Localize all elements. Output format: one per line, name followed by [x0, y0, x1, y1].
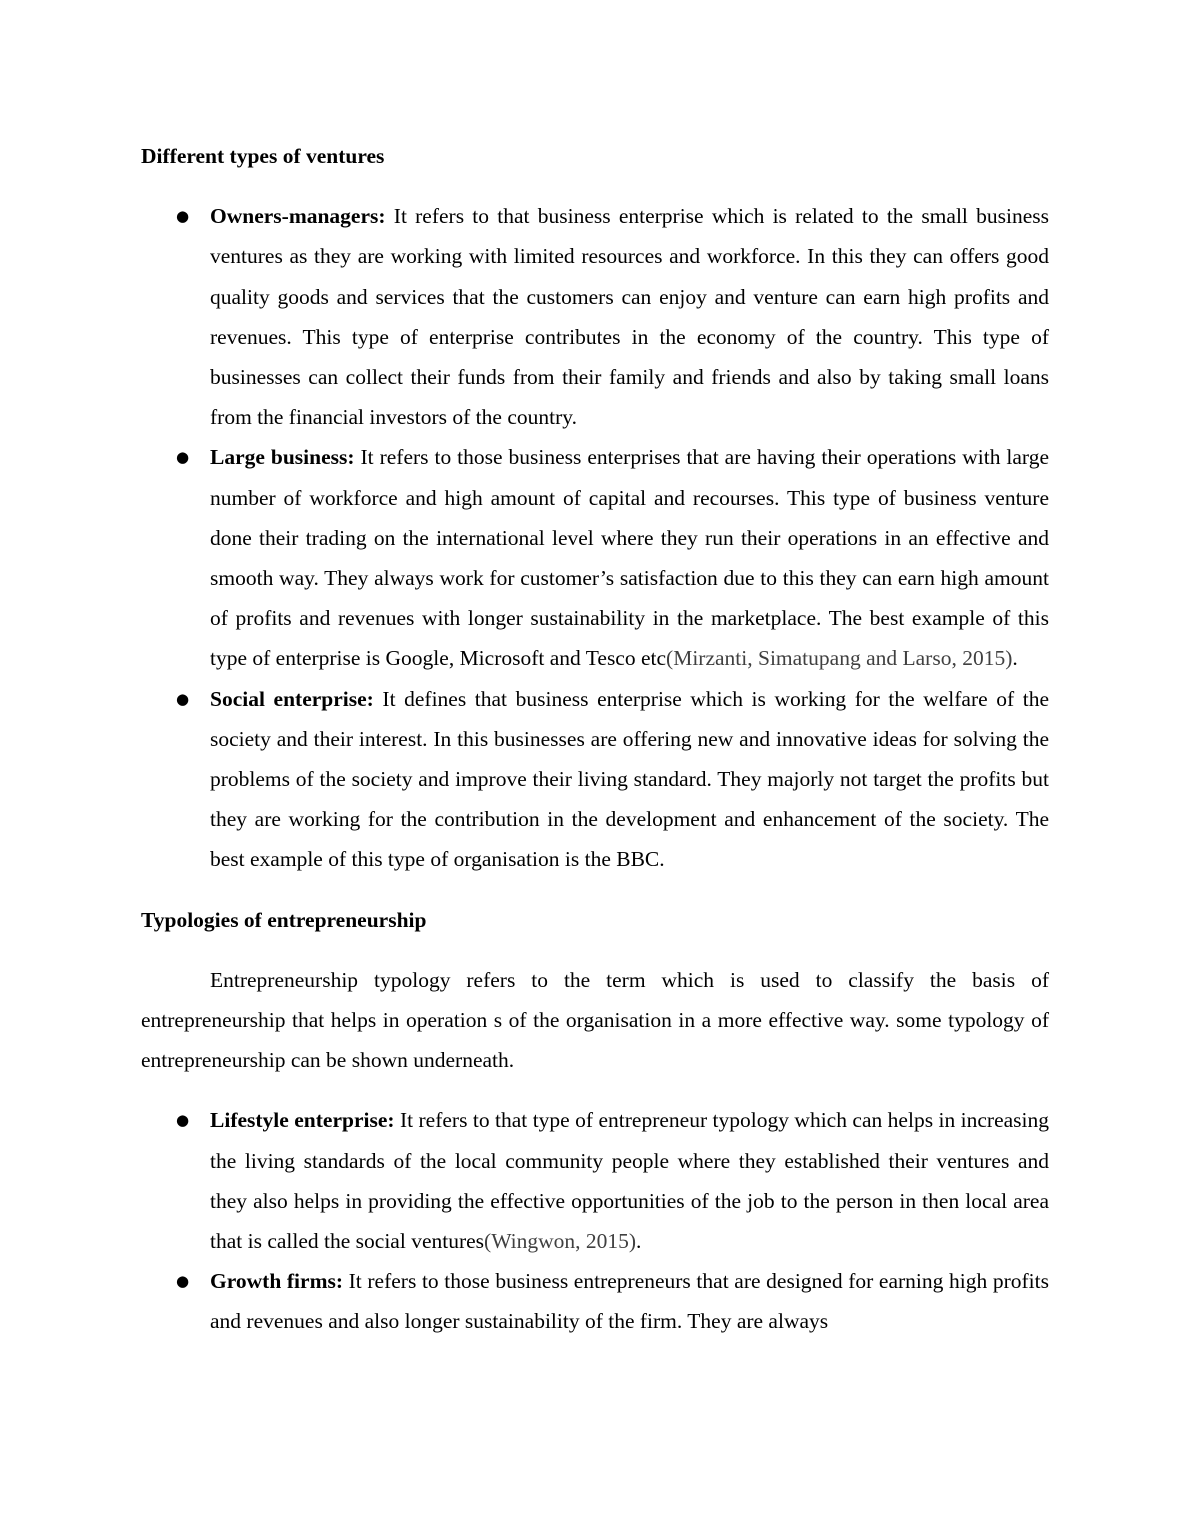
bullet-icon: ● [176, 207, 190, 226]
item-text: It defines that business enterprise which is working for the welfare of the society and their interest. In this businesses are offering new and innovative ideas for solving the problems of the society and improve their living standard. They majorly not target the profits but they are working for the contribution in the development and enhancement of the society. The best example of this type of organisation is the BBC. [210, 686, 1049, 872]
item-term: Large business: [210, 445, 355, 470]
item-term: Owners-managers: [210, 204, 386, 229]
item-term: Social enterprise: [210, 686, 374, 711]
ventures-list [141, 196, 1049, 879]
list-item [141, 196, 1049, 437]
item-text: It refers to those business enterprises that are having their operations with large number of workforce and high amount of capital and recourses. This type of business venture done their trading on the international level where they run their operations in an effective and smooth way. They always work for customer’s satisfaction due to this they can earn high amount of profits and revenues with longer sustainability in the marketplace. The best example of this type of enterprise is Google, Microsoft and Tesco etc [210, 445, 1049, 671]
document-page [141, 136, 1049, 1342]
item-text: It refers to that business enterprise which is related to the small business ventures as they are working with limited resources and workforce. In this they can offers good quality goods and services that the customers can enjoy and venture can earn high profits and revenues. This type of enterprise contributes in the economy of the country. This type of businesses can collect their funds from their family and friends and also by taking small loans from the financial investors of the country. [210, 204, 1049, 430]
intro-paragraph: Entrepreneurship typology refers to the term which is used to classify the basis of entrepreneurship that helps in operation s of the organisation in a more effective way. some typology of entrepreneurship can be shown underneath. [141, 967, 1049, 1073]
section-heading-ventures: Different types of ventures [141, 144, 385, 168]
list-item [141, 1261, 1049, 1341]
bullet-icon: ● [176, 1111, 190, 1130]
item-citation: (Mirzanti, Simatupang and Larso, 2015) [666, 646, 1013, 671]
bullet-icon: ● [176, 1272, 190, 1291]
item-text: It refers to that type of entrepreneur typology which can helps in increasing the living standards of the local community people where they established their ventures and they also helps in providing the effective opportunities of the job to the person in then local area that is called the social ventures [210, 1108, 1049, 1254]
bullet-icon: ● [176, 448, 190, 467]
item-term: Lifestyle enterprise: [210, 1108, 395, 1133]
item-text: It refers to those business entrepreneurs that are designed for earning high profits and revenues and also longer sustainability of the firm. They are always [210, 1269, 1049, 1334]
list-item [141, 1100, 1049, 1261]
list-item [141, 437, 1049, 678]
section-heading-typologies: Typologies of entrepreneurship [141, 907, 427, 932]
item-end: . [1012, 646, 1018, 671]
item-term: Growth firms: [210, 1269, 344, 1294]
item-citation: (Wingwon, 2015) [484, 1229, 637, 1254]
list-item [141, 679, 1049, 880]
typologies-list [141, 1100, 1049, 1341]
bullet-icon: ● [176, 689, 190, 708]
item-end: . [636, 1229, 642, 1254]
